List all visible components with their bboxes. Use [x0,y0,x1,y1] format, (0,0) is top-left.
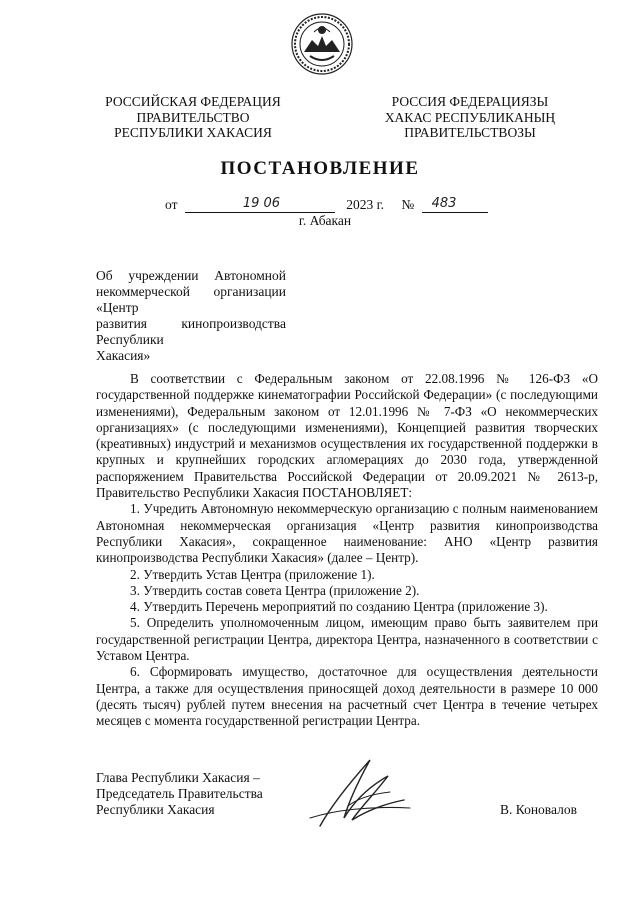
position-line: Председатель Правительства [96,786,263,801]
clause-6: 6. Сформировать имущество, достаточное для осуществления деятельности Центра, а также для осуществления приносящей доход деятельности в размере 10 000 (десять тысяч) рублей путем внесения на расчетный счет Центра в течение четырех месяцев с момента государственной регистрации Центра. [96,664,598,729]
year-label: 2023 г. [346,197,384,212]
clause-2: 2. Утвердить Устав Центра (приложение 1). [130,566,375,582]
document-title: ПОСТАНОВЛЕНИЕ [220,158,420,179]
subject-line: Об учреждении Автономной [96,268,286,283]
clause-3: 3. Утвердить состав совета Центра (приложение 2). [130,582,420,598]
header-right-line: ПРАВИТЕЛЬСТВОЗЫ [404,125,536,140]
document-body [96,371,598,730]
signatory-name: В. Коновалов [500,802,577,817]
header-right-line: РОССИЯ ФЕДЕРАЦИЯЗЫ [391,94,549,109]
clause-4: 4. Утвердить Перечень мероприятий по созданию Центра (приложение 3). [130,599,548,615]
coat-of-arms-emblem [290,12,354,76]
subject-line: некоммерческой организации «Центр [96,284,286,315]
date-handwritten: 19 06 [242,196,281,211]
clause-1: 1. Учредить Автономную некоммерческую организацию с полным наименованием Автономная некоммерческая организация «Центр развития кинопроизводства Республики Хакасия», сокращенное наименование: АНО «Центр развития кинопроизводства Республики Хакасия» (далее – Центр). [96,501,598,566]
number-handwritten: 483 [431,196,457,211]
header-right [352,94,588,141]
header-left-line: ПРАВИТЕЛЬСТВО [136,109,250,125]
document-subject [96,268,286,364]
date-field [185,196,335,213]
number-field [422,196,488,213]
header-right-line: ХАКАС РЕСПУБЛИКАНЫҢ [384,109,556,125]
position-line: Глава Республики Хакасия – [96,770,260,785]
number-label: № [401,197,415,212]
city-line: г. Абакан [298,213,352,228]
handwritten-signature [300,748,420,838]
date-line [165,196,488,214]
signatory-position [96,770,263,818]
header-left [78,94,308,141]
position-line: Республики Хакасия [96,802,215,817]
date-prefix: от [165,197,178,212]
subject-line: Хакасия» [96,348,151,363]
header-left-line: РЕСПУБЛИКИ ХАКАСИЯ [114,125,272,140]
preamble-paragraph: В соответствии с Федеральным законом от 22.08.1996 № 126-ФЗ «О государственной поддержке кинематографии Российской Федерации» (с последующими изменениями), Федеральным законом от 12.01.1996 № 7-ФЗ «О некоммерческих организациях» (с последующими изменениями), Концепцией развития творческих (креативных) индустрий и механизмов осуществления их государственной поддержки в крупных и крупнейших городских агломерациях до 2030 года, утвержденной распоряжением Правительства Российской Федерации от 20.09.2021 № 2613-р, Правительство Республики Хакасия ПОСТАНОВЛЯЕТ: [96,371,598,501]
subject-line: развития кинопроизводства Республики [96,316,286,347]
clause-5: 5. Определить уполномоченным лицом, имеющим право быть заявителем при государственной регистрации Центра, директора Центра, назначенного в соответствии с Уставом Центра. [96,615,598,664]
header-left-line: РОССИЙСКАЯ ФЕДЕРАЦИЯ [105,94,281,109]
